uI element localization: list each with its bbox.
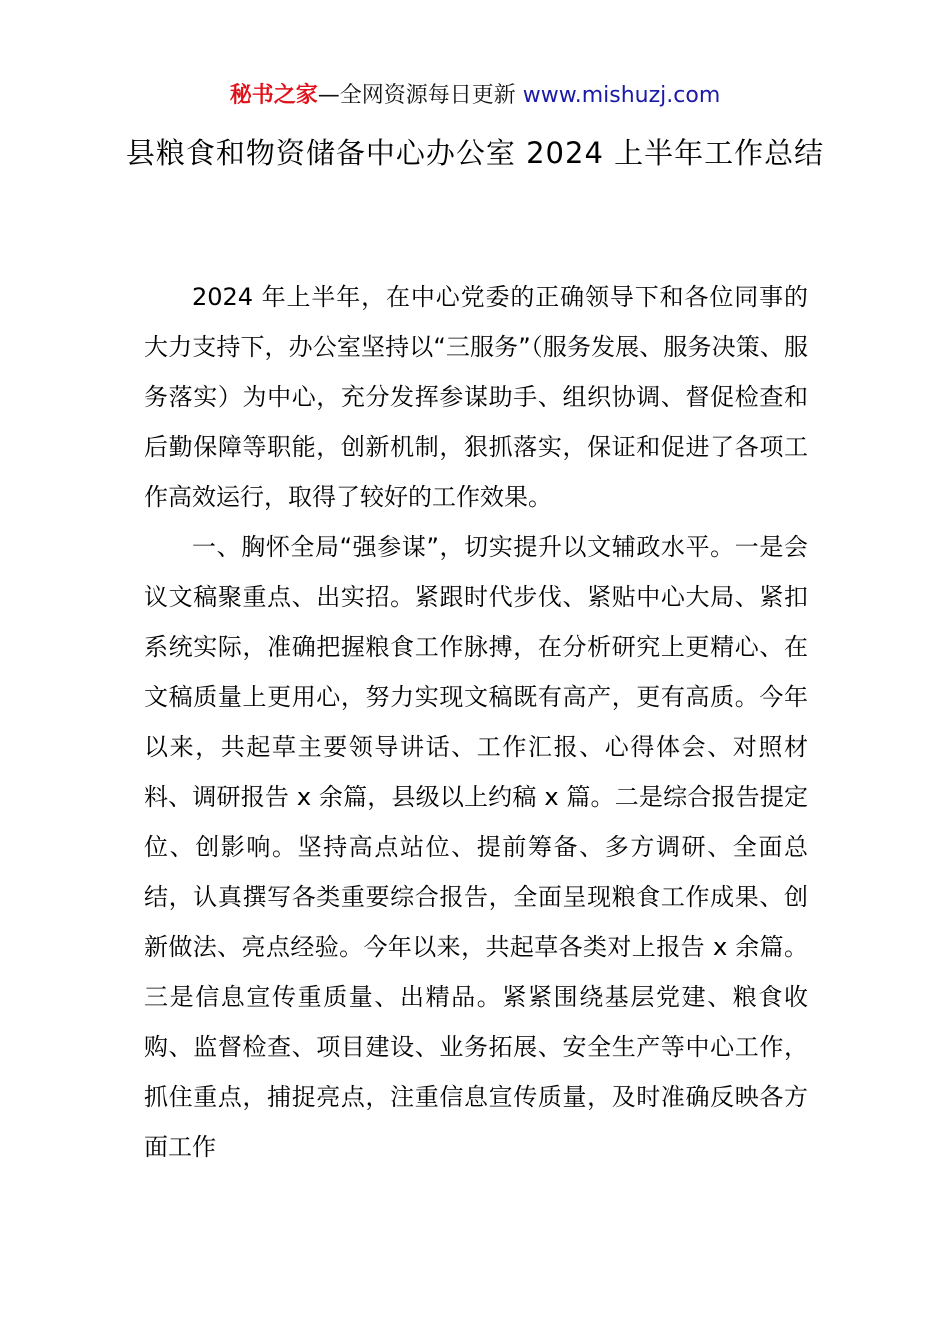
site-url-link[interactable]: www.mishuzj.com [522,83,721,108]
document-body [144,272,808,1172]
paragraph-section-one: 一、胸怀全局“强参谋”，切实提升以文辅政水平。一是会议文稿聚重点、出实招。紧跟时代步伐、紧贴中心大局、紧扣系统实际，准确把握粮食工作脉搏，在分析研究上更精心、在文稿质量上更用心，努力实现文稿既有高产，更有高质。今年以来，共起草主要领导讲话、工作汇报、心得体会、对照材料、调研报告 x 余篇，县级以上约稿 x 篇。二是综合报告提定位、创影响。坚持高点站位、提前筹备、多方调研、全面总结，认真撰写各类重要综合报告，全面呈现粮食工作成果、创新做法、亮点经验。今年以来，共起草各类对上报告 x 余篇。三是信息宣传重质量、出精品。紧紧围绕基层党建、粮食收购、监督检查、项目建设、业务拓展、安全生产等中心工作，抓住重点，捕捉亮点，注重信息宣传质量，及时准确反映各方面工作 [144,533,808,1161]
brand-name: 秘书之家 [229,83,318,108]
paragraph-intro: 2024 年上半年，在中心党委的正确领导下和各位同事的大力支持下，办公室坚持以“三服务”（服务发展、服务决策、服务落实）为中心，充分发挥参谋助手、组织协调、督促检查和后勤保障等职能，创新机制，狠抓落实，保证和促进了各项工作高效运行，取得了较好的工作效果。 [144,283,808,511]
site-header [0,80,950,112]
site-tagline: —全网资源每日更新 [317,83,516,108]
document-title: 县粮食和物资储备中心办公室 2024 上半年工作总结 [125,136,825,170]
